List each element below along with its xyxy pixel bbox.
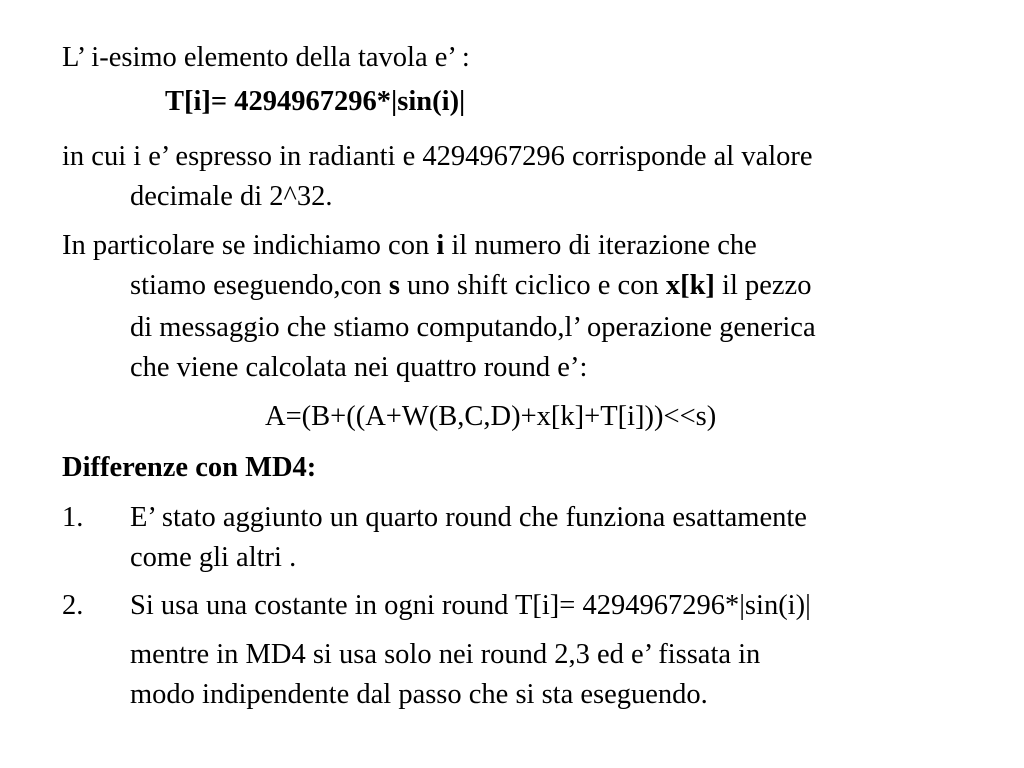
formula-main: T[i]= 4294967296*|sin(i)|	[165, 86, 466, 117]
list-item-1-line-1: E’ stato aggiunto un quarto round che funziona esattamente	[130, 502, 807, 533]
iteration-line-3: di messaggio che stiamo computando,l’ operazione generica	[130, 312, 816, 343]
iteration-line-4: che viene calcolata nei quattro round e’:	[130, 352, 588, 383]
list-item-1-number: 1.	[62, 502, 84, 533]
list-item-1-line-2: come gli altri .	[130, 542, 297, 573]
iteration-var-i: i	[436, 230, 445, 261]
iteration-line-1-pre: In particolare se indichiamo con	[62, 230, 437, 261]
iteration-line-2-post: il pezzo	[714, 270, 812, 301]
list-item-2-line-1: Si usa una costante in ogni round T[i]= 4294967296*|sin(i)|	[130, 590, 811, 621]
iteration-line-1	[62, 230, 757, 262]
iteration-line-1-post: il numero di iterazione che	[444, 230, 757, 261]
list-item-2-line-3: modo indipendente dal passo che si sta eseguendo.	[130, 679, 708, 710]
operation-formula: A=(B+((A+W(B,C,D)+x[k]+T[i]))<<s)	[265, 401, 717, 432]
iteration-line-2	[130, 270, 811, 302]
iteration-line-2-pre: stiamo eseguendo,con	[130, 270, 389, 301]
list-item-2-number: 2.	[62, 590, 84, 621]
intro-text: L’ i-esimo elemento della tavola e’ :	[62, 42, 470, 73]
radians-line-2: decimale di 2^32.	[130, 181, 333, 212]
radians-line-1: in cui i e’ espresso in radianti e 4294967296 corrisponde al valore	[62, 141, 813, 172]
list-item-2-line-2: mentre in MD4 si usa solo nei round 2,3 ed e’ fissata in	[130, 639, 761, 670]
iteration-line-2-mid: uno shift ciclico e con	[399, 270, 666, 301]
iteration-var-s: s	[388, 270, 400, 301]
iteration-var-xk: x[k]	[665, 270, 715, 301]
differences-heading: Differenze con MD4:	[62, 452, 317, 483]
